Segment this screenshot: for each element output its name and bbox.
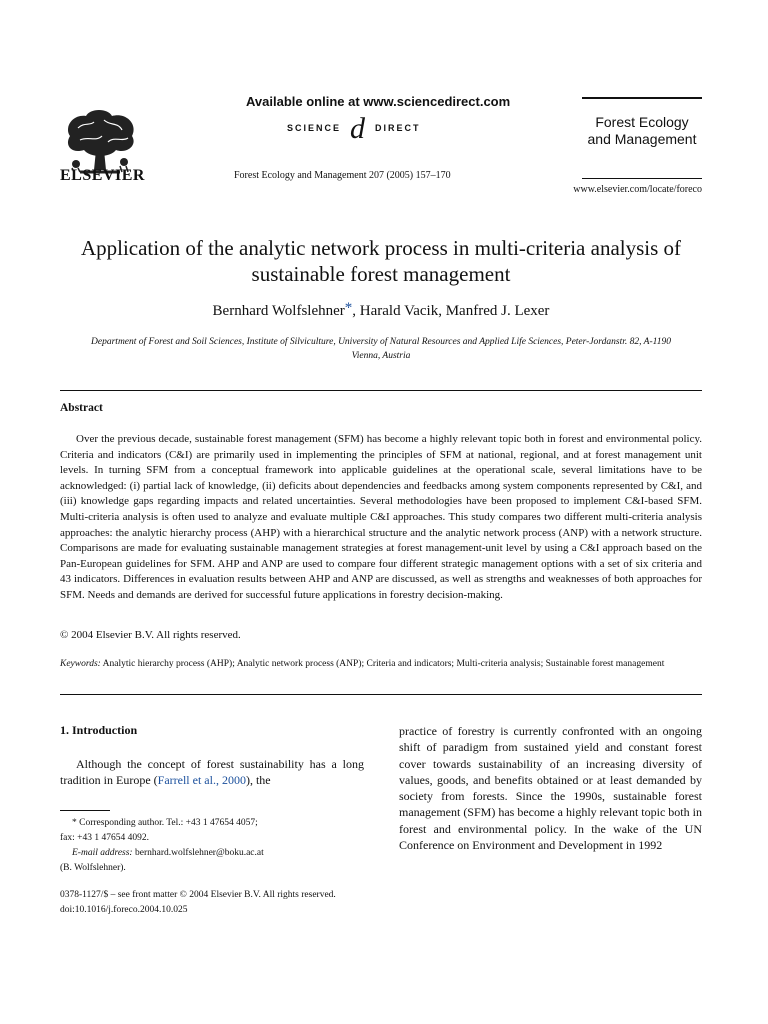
journal-citation: Forest Ecology and Management 207 (2005) 157–170 — [234, 170, 451, 181]
affiliation: Department of Forest and Soil Sciences, Institute of Silviculture, University of Natural Resources and Applied Life Sciences, Peter-Jordanstr. 82, A-1190 Vienna, Austria — [91, 337, 671, 361]
journal-url-link[interactable]: www.elsevier.com/locate/foreco — [573, 184, 702, 195]
sciencedirect-left: SCIENCE — [287, 123, 342, 133]
footnote-line-1: * Corresponding author. Tel.: +43 1 47654 4057; — [72, 818, 258, 828]
section-heading-introduction: 1. Introduction — [60, 723, 138, 737]
footnote-line-2: fax: +43 1 47654 4092. — [60, 833, 150, 843]
sciencedirect-d-mark: d — [350, 112, 365, 145]
sciencedirect-right: DIRECT — [375, 123, 421, 133]
abstract-copyright: © 2004 Elsevier B.V. All rights reserved. — [60, 629, 241, 641]
footer-doi[interactable]: doi:10.1016/j.foreco.2004.10.025 — [60, 905, 188, 915]
intro-left-text-2: ), the — [245, 773, 271, 788]
journal-rule-top — [582, 97, 702, 99]
citation-link-farrell[interactable]: Farrell et al., 2000 — [157, 773, 246, 788]
footnote-email-line — [60, 846, 364, 861]
email-address[interactable]: bernhard.wolfslehner@boku.ac.at — [134, 848, 264, 858]
keywords-label: Keywords: — [60, 659, 101, 669]
page-footer — [60, 888, 336, 918]
available-online-text: Available online at www.sciencedirect.com — [246, 94, 511, 109]
paper-title: Application of the analytic network process in multi-criteria analysis of sustainable forest management — [80, 236, 682, 286]
intro-right-paragraph: practice of forestry is currently confronted with an ongoing shift of paradigm from sustained yield and constant forest cover towards sustainability of an increasing diversity of values, goods, and benefits obtained or at least demanded by society from forests. Since the 1990s, sustainable forest management (SFM) has become a highly relevant topic both in forest and environmental policy. In the wake of the UN Conference on Environment and Development in 1992 — [399, 724, 702, 853]
intro-left-paragraph — [60, 756, 364, 789]
journal-rule-bottom — [582, 178, 702, 179]
intro-left-text-1: Although the concept of forest sustainability has a long tradition in Europe ( — [60, 757, 364, 788]
keywords-list: Analytic hierarchy process (AHP); Analytic network process (ANP); Criteria and indicators; Multi-criteria analysis; Sustainable forest management — [102, 659, 665, 669]
keywords — [60, 657, 702, 671]
footnote — [60, 816, 364, 876]
footer-front-matter: 0378-1127/$ – see front matter © 2004 Elsevier B.V. All rights reserved. — [60, 890, 336, 900]
abstract-body: Over the previous decade, sustainable forest management (SFM) has become a highly relevant topic both in forest and environmental policy. Criteria and indicators (C&I) are primarily used in implementing the principles of SFM at national, regional, and at forest management unit levels. In turning SFM from a conceptual framework into applicable guidelines at the operational scale, several limitations have to be acknowledged: (i) partial lack of knowledge, (ii) deficits about dependencies and feedbacks among system components represented by C&I, and (iii) knowledge gaps regarding impacts and related uncertainties. Several methodologies have been proposed to implement C&I-based SFM. Multi-criteria analysis is often used to analyze and evaluate multiple C&I approaches. This study compares two different multi-criteria analysis approaches: the analytic hierarchy process (AHP) with a hierarchical structure and the analytic network process (ANP) with a network structure. Comparisons are made for evaluating sustainable management strategies at forest management-unit level by using a C&I approach based on the Pan-European guidelines for SFM. AHP and ANP are used to compare four different strategic management options with a set of six criteria and 43 indicators. Differences in evaluation results between AHP and ANP are discussed, as well as strengths and weaknesses of both approaches for SFM. Needs and demands are derived for successful future applications in forestry decision-making. — [60, 433, 702, 601]
journal-title: Forest Ecology and Management — [587, 114, 697, 147]
section-divider-bottom — [60, 694, 702, 695]
author-rest: , Harald Vacik, Manfred J. Lexer — [352, 303, 550, 319]
publisher-name: ELSEVIER — [60, 167, 145, 184]
email-label: E-mail address: — [72, 848, 133, 858]
section-divider-top — [60, 390, 702, 391]
author-first: Bernhard Wolfslehner — [212, 303, 345, 319]
abstract-heading: Abstract — [60, 402, 103, 414]
footnote-line-4: (B. Wolfslehner). — [60, 863, 126, 873]
footnote-rule — [60, 810, 110, 811]
author-list — [60, 300, 702, 320]
corresponding-author-marker[interactable]: * — [344, 300, 353, 316]
